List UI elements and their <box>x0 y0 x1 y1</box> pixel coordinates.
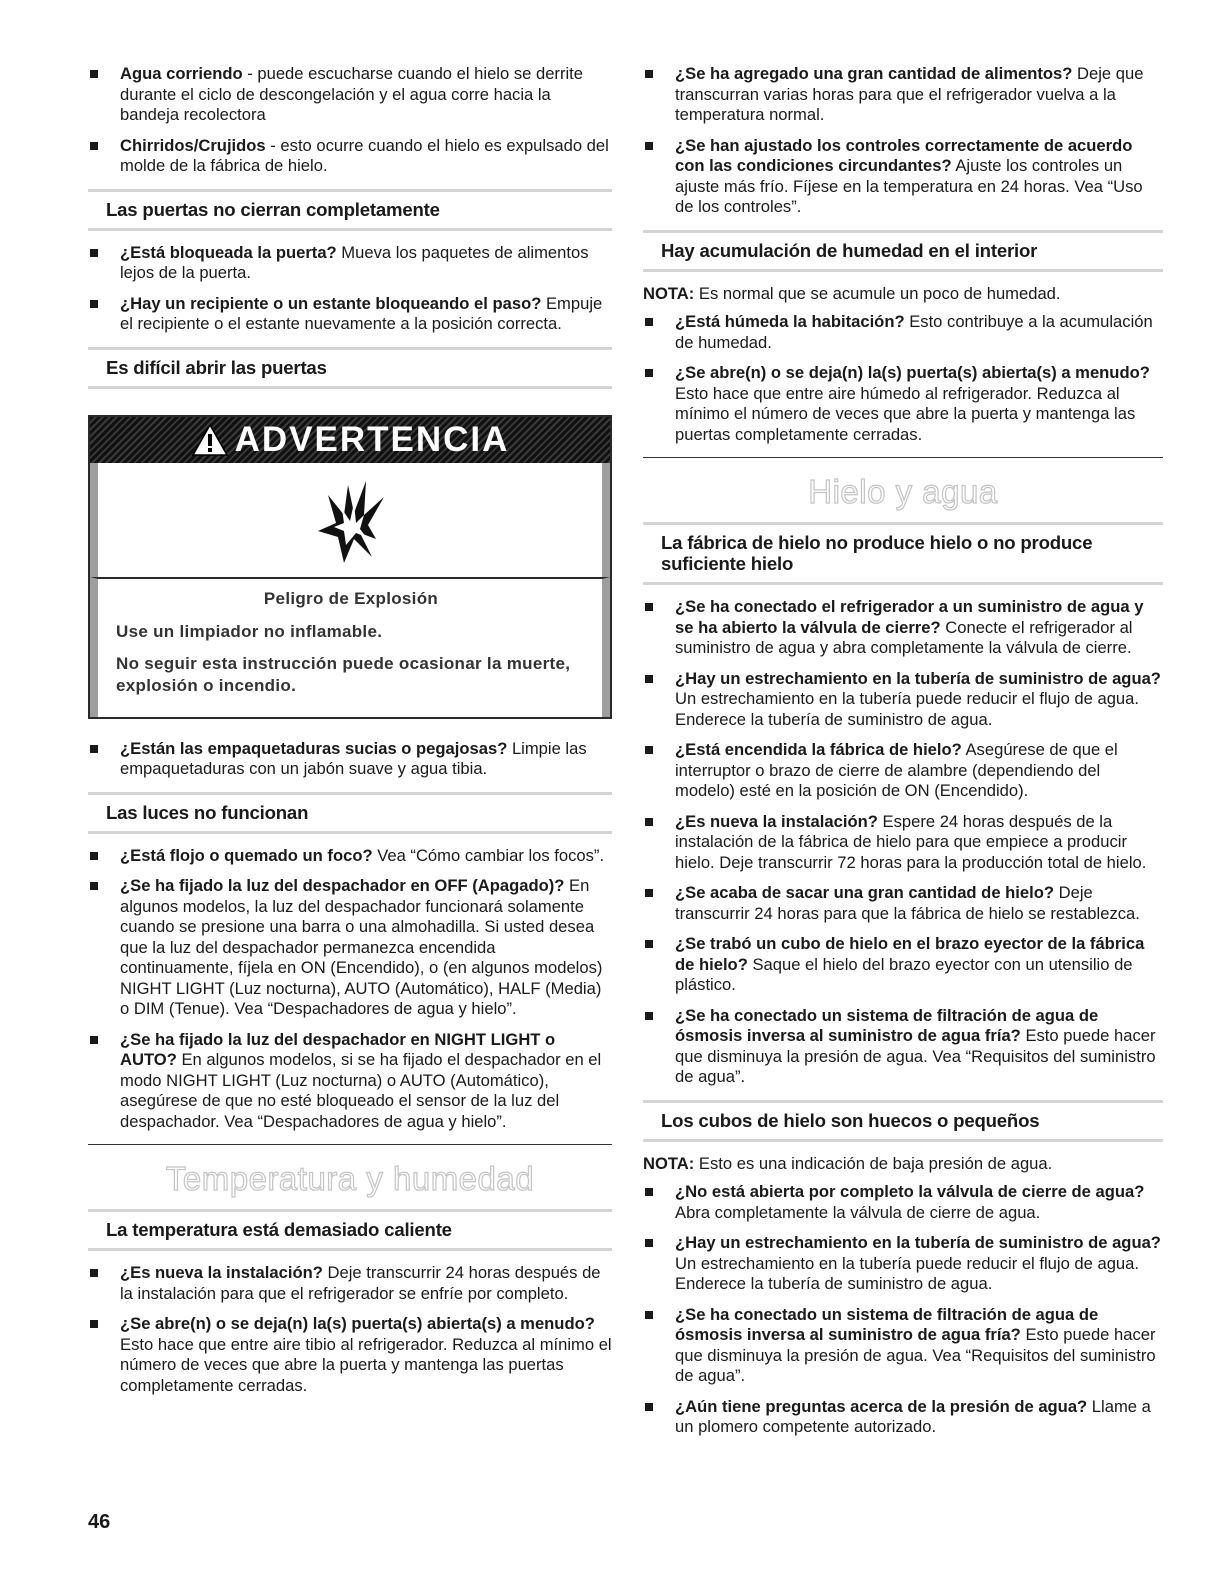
list-item: ¿Se trabó un cubo de hielo en el brazo eyector de la fábrica de hielo? Saque el hielo del brazo eyector con un utensilio de plástico. <box>643 934 1163 996</box>
list-item: ¿Es nueva la instalación? Deje transcurrir 24 horas después de la instalación para que el refrigerador se enfríe por completo. <box>88 1263 612 1304</box>
list-item: ¿Se ha fijado la luz del despachador en OFF (Apagado)? En algunos modelos, la luz del despachador funcionará solamente cuando se presione una barra o una almohadilla. Si usted desea que la luz del despachador permanezca encendida continuamente, fíjela en ON (Encendido), o (en algunos modelos) NIGHT LIGHT (Luz nocturna), AUTO (Automático), HALF (Media) o DIM (Tenue). Vea “Despachadores de agua y hielo”. <box>88 876 612 1020</box>
bullet-icon <box>90 249 98 257</box>
bullet-icon <box>90 1036 98 1044</box>
section-title: Hielo y agua <box>643 457 1163 510</box>
list-item: ¿Se han ajustado los controles correctamente de acuerdo con las condiciones circundantes? Ajuste los controles un ajuste más frío. Fíjese en la temperatura en 24 horas. Vea “Uso de los controles”. <box>643 136 1163 218</box>
bullet-icon <box>645 1403 653 1411</box>
note: NOTA: Es normal que se acumule un poco de humedad. <box>643 283 1061 303</box>
list-item: ¿Está flojo o quemado un foco? Vea “Cómo cambiar los focos”. <box>88 846 612 867</box>
list-item: ¿Aún tiene preguntas acerca de la presión de agua? Llame a un plomero competente autorizado. <box>643 1397 1163 1438</box>
subsection-heading: Las puertas no cierran completamente <box>88 189 612 231</box>
warning-instruction: Use un limpiador no inflamable. <box>116 621 383 641</box>
list-item: ¿Se ha conectado el refrigerador a un suministro de agua y se ha abierto la válvula de cierre? Conecte el refrigerador al suministro de agua y abra completamente la válvula de cierre. <box>643 597 1163 659</box>
doors-close-list <box>88 243 612 335</box>
bullet-icon <box>645 369 653 377</box>
bullet-icon <box>645 818 653 826</box>
list-item: Chirridos/Crujidos - esto ocurre cuando el hielo es expulsado del molde de la fábrica de hielo. <box>88 136 612 177</box>
subsection-heading: Las luces no funcionan <box>88 792 612 834</box>
subsection-heading: Es difícil abrir las puertas <box>88 347 612 389</box>
bullet-icon <box>645 1188 653 1196</box>
list-item: ¿Está húmeda la habitación? Esto contribuye a la acumulación de humedad. <box>643 312 1163 353</box>
hollow-cubes-list <box>643 1182 1163 1438</box>
warning-box <box>88 415 612 719</box>
list-item: ¿Se ha conectado un sistema de filtración de agua de ósmosis inversa al suministro de agua fría? Esto puede hacer que disminuya la presión de agua. Vea “Requisitos del suministro de agua”. <box>643 1006 1163 1088</box>
list-item: ¿Está encendida la fábrica de hielo? Asegúrese de que el interruptor o brazo de cierre de alambre (dependiendo del modelo) esté en la posición de ON (Encendido). <box>643 740 1163 802</box>
left-column <box>88 64 612 1406</box>
page-number: 46 <box>88 1511 111 1533</box>
section-title: Temperatura y humedad <box>88 1144 612 1197</box>
subsection-heading: Hay acumulación de humedad en el interior <box>643 230 1163 272</box>
list-item: ¿Están las empaquetaduras sucias o pegajosas? Limpie las empaquetaduras con un jabón suave y agua tibia. <box>88 739 612 780</box>
warning-banner <box>90 417 610 463</box>
list-item: ¿Es nueva la instalación? Espere 24 horas después de la instalación de la fábrica de hielo para que empiece a producir hielo. Deje transcurrir 72 horas para la producción total de hielo. <box>643 812 1163 874</box>
bullet-icon <box>645 1311 653 1319</box>
bullet-icon <box>645 746 653 754</box>
list-item: ¿Se acaba de sacar una gran cantidad de hielo? Deje transcurrir 24 horas para que la fábrica de hielo se restablezca. <box>643 883 1163 924</box>
bullet-icon <box>645 889 653 897</box>
warning-title: Peligro de Explosión <box>263 588 439 608</box>
noise-list <box>88 64 612 177</box>
bullet-icon <box>645 1239 653 1247</box>
bullet-icon <box>90 1269 98 1277</box>
list-item: Agua corriendo - puede escucharse cuando el hielo se derrite durante el ciclo de descongelación y el agua corre hacia la bandeja recolectora <box>88 64 612 126</box>
ice-maker-list <box>643 597 1163 1088</box>
bullet-icon <box>645 940 653 948</box>
list-item: ¿Está bloqueada la puerta? Mueva los paquetes de alimentos lejos de la puerta. <box>88 243 612 284</box>
warning-consequence: No seguir esta instrucción puede ocasionar la muerte, explosión o incendio. <box>116 653 571 695</box>
note: NOTA: Esto es una indicación de baja presión de agua. <box>643 1153 1053 1173</box>
bullet-icon <box>90 745 98 753</box>
list-item: ¿Hay un recipiente o un estante bloqueando el paso? Empuje el recipiente o el estante nuevamente a la posición correcta. <box>88 294 612 335</box>
bullet-icon <box>645 603 653 611</box>
list-item: ¿Se ha conectado un sistema de filtración de agua de ósmosis inversa al suministro de agua fría? Esto puede hacer que disminuya la presión de agua. Vea “Requisitos del suministro de agua”. <box>643 1305 1163 1387</box>
list-item: ¿Se abre(n) o se deja(n) la(s) puerta(s) abierta(s) a menudo? Esto hace que entre aire húmedo al refrigerador. Reduzca al mínimo el número de veces que abre la puerta y mantenga las puertas completamente cerradas. <box>643 363 1163 445</box>
moisture-list <box>643 312 1163 445</box>
subsection-heading: Los cubos de hielo son huecos o pequeños <box>643 1100 1163 1142</box>
bullet-icon <box>90 70 98 78</box>
temperature-list <box>643 64 1163 218</box>
bullet-icon <box>90 1320 98 1328</box>
subsection-heading: La fábrica de hielo no produce hielo o no produce suficiente hielo <box>643 522 1163 585</box>
bullet-icon <box>645 70 653 78</box>
explosion-icon <box>310 475 390 565</box>
warning-triangle-icon <box>191 423 229 457</box>
too-warm-list <box>88 1263 612 1396</box>
list-item: ¿Hay un estrechamiento en la tubería de suministro de agua? Un estrechamiento en la tubería puede reducir el flujo de agua. Enderece la tubería de suministro de agua. <box>643 1233 1163 1295</box>
bullet-icon <box>645 675 653 683</box>
bullet-icon <box>645 1012 653 1020</box>
doors-open-list <box>88 739 612 780</box>
list-item: ¿Se ha fijado la luz del despachador en NIGHT LIGHT o AUTO? En algunos modelos, si se ha fijado el despachador en el modo NIGHT LIGHT (Luz nocturna) o AUTO (Automático), asegúrese de que no esté bloqueado el sensor de la luz del despachador. Vea “Despachadores de agua y hielo”. <box>88 1030 612 1133</box>
bullet-icon <box>90 852 98 860</box>
warning-banner-text: ADVERTENCIA <box>234 419 510 459</box>
right-column <box>643 64 1163 1448</box>
list-item: ¿Se abre(n) o se deja(n) la(s) puerta(s) abierta(s) a menudo? Esto hace que entre aire tibio al refrigerador. Reduzca al mínimo el número de veces que abre la puerta y mantenga las puertas completamente cerradas. <box>88 1314 612 1396</box>
bullet-icon <box>90 300 98 308</box>
list-item: ¿No está abierta por completo la válvula de cierre de agua? Abra completamente la válvula de cierre de agua. <box>643 1182 1163 1223</box>
bullet-icon <box>645 142 653 150</box>
subsection-heading: La temperatura está demasiado caliente <box>88 1209 612 1251</box>
bullet-icon <box>645 318 653 326</box>
bullet-icon <box>90 882 98 890</box>
list-item: ¿Se ha agregado una gran cantidad de alimentos? Deje que transcurran varias horas para que el refrigerador vuelva a la temperatura normal. <box>643 64 1163 126</box>
list-item: ¿Hay un estrechamiento en la tubería de suministro de agua? Un estrechamiento en la tubería puede reducir el flujo de agua. Enderece la tubería de suministro de agua. <box>643 669 1163 731</box>
lights-list <box>88 846 612 1133</box>
bullet-icon <box>90 142 98 150</box>
